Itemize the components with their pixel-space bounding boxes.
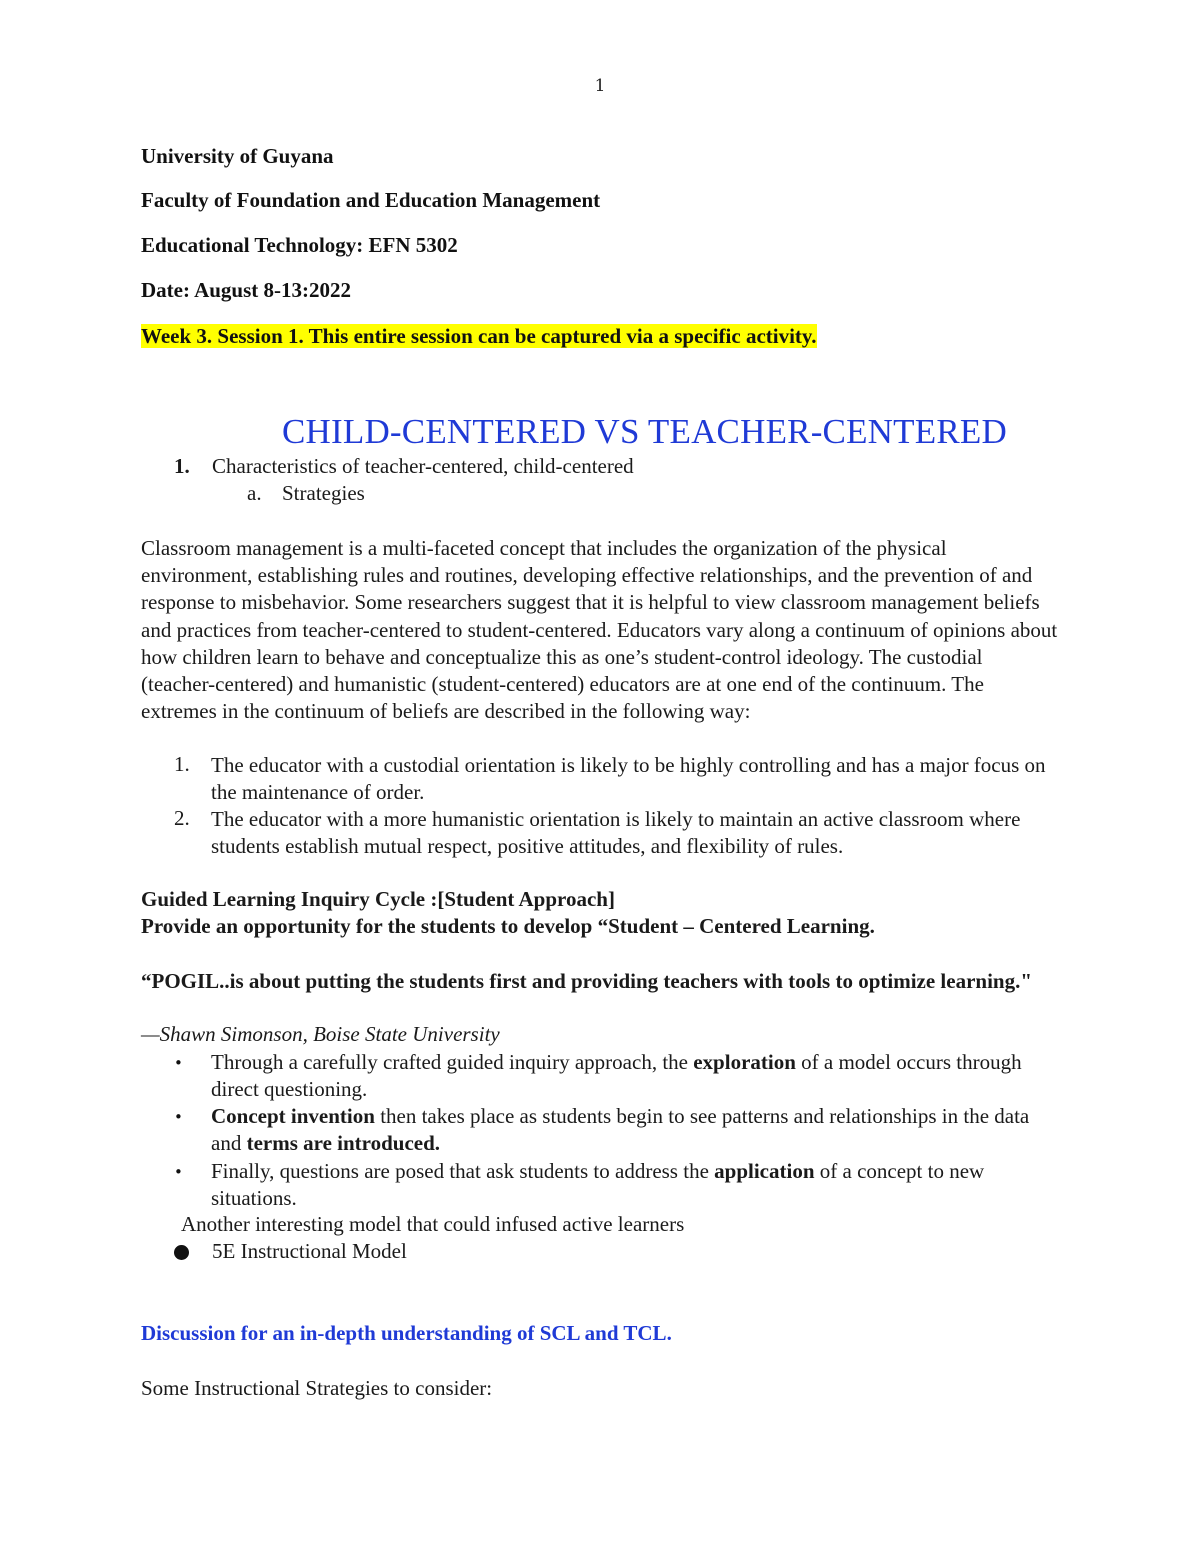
outline-sub-item: Strategies <box>282 481 365 505</box>
quote-attribution: —Shawn Simonson, Boise State University <box>141 1022 500 1046</box>
page-number: 1 <box>594 76 606 96</box>
filled-circle-icon <box>174 1245 189 1260</box>
outline-item: Characteristics of teacher-centered, child-centered <box>212 454 634 478</box>
faculty-name: Faculty of Foundation and Education Management <box>141 188 601 212</box>
model-item: 5E Instructional Model <box>212 1239 407 1263</box>
outline-sub-marker: a. <box>247 481 262 505</box>
guided-heading: Guided Learning Inquiry Cycle :[Student Approach] <box>141 887 615 911</box>
list-item: The educator with a custodial orientation is likely to be highly controlling and has a major focus on the maintenance of order. <box>211 753 1046 804</box>
list-marker: 2. <box>174 806 190 830</box>
list-marker: 1. <box>174 752 190 776</box>
session-date: Date: August 8-13:2022 <box>141 278 351 302</box>
course-code: Educational Technology: EFN 5302 <box>141 233 458 257</box>
list-item: The educator with a more humanistic orientation is likely to maintain an active classroom where students establish mutual respect, positive attitudes, and flexibility of rules. <box>211 807 1021 858</box>
intro-paragraph: Classroom management is a multi-faceted concept that includes the organization of the physical environment, establishing rules and routines, developing effective relationships, and the prevention of and response to misbehavior. Some researchers suggest that it is helpful to view classroom management beliefs and practices from teacher-centered to student-centered. Educators vary along a continuum of opinions about how children learn to behave and conceptualize this as one’s student-control ideology. The custodial (teacher-centered) and humanistic (student-centered) educators are at one end of the continuum. The extremes in the continuum of beliefs are described in the following way: <box>141 536 1058 724</box>
university-name: University of Guyana <box>141 144 334 168</box>
quote-text: “POGIL..is about putting the students first and providing teachers with tools to optimize learning." <box>141 969 1032 993</box>
week-note-highlight: Week 3. Session 1. This entire session can be captured via a specific activity. <box>141 324 817 348</box>
discussion-heading: Discussion for an in-depth understanding of SCL and TCL. <box>141 1321 672 1345</box>
another-model-text: Another interesting model that could infused active learners <box>181 1212 685 1236</box>
bullet-icon: • <box>174 1108 183 1126</box>
outline-number: 1. <box>174 454 190 478</box>
document-title: CHILD-CENTERED VS TEACHER-CENTERED <box>282 412 1007 451</box>
strategies-text: Some Instructional Strategies to consider: <box>141 1376 493 1400</box>
week-note <box>141 324 817 349</box>
guided-subheading: Provide an opportunity for the students to develop “Student – Centered Learning. <box>141 914 875 938</box>
bullet-item: Concept invention then takes place as students begin to see patterns and relationships in the data and terms are introduced. <box>211 1104 1030 1155</box>
bullet-icon: • <box>174 1054 183 1072</box>
bullet-icon: • <box>174 1163 183 1181</box>
bullet-item: Through a carefully crafted guided inquiry approach, the exploration of a model occurs through direct questioning. <box>211 1050 1022 1101</box>
bullet-item: Finally, questions are posed that ask students to address the application of a concept to new situations. <box>211 1159 985 1210</box>
